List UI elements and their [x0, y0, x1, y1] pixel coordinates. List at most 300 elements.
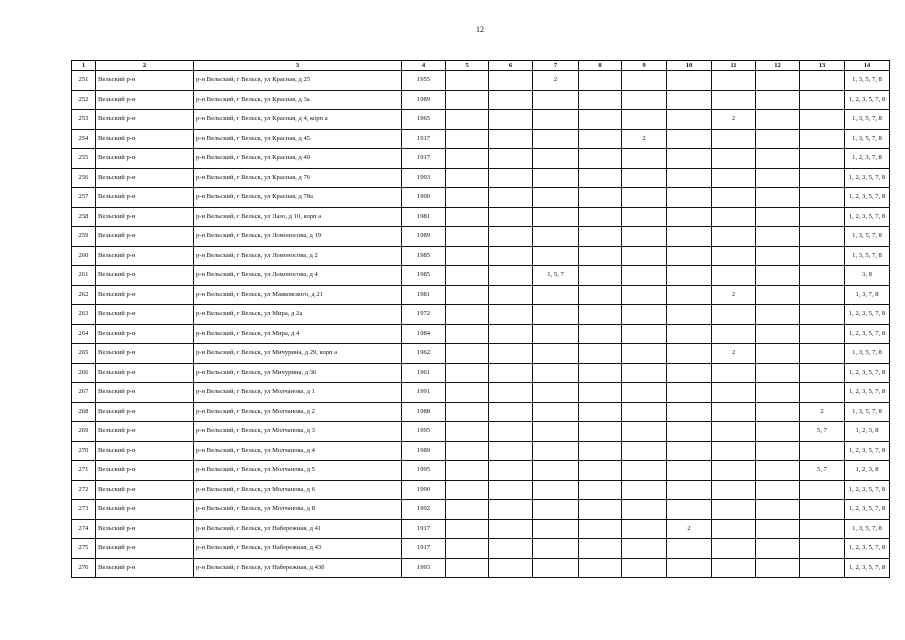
col11-cell	[712, 422, 756, 442]
col14-cell: 1, 3, 5, 7, 8	[845, 519, 890, 539]
address-cell: р-н Вельский, г Вельск, ул Маяковского, д 21	[194, 285, 402, 305]
col7-cell	[533, 246, 579, 266]
table-row	[72, 129, 890, 149]
col14-cell: 3, 8	[845, 266, 890, 286]
district-cell: Вельский р-н	[96, 344, 194, 364]
table-row	[72, 383, 890, 403]
col11-cell	[712, 149, 756, 169]
col7-cell	[533, 519, 579, 539]
col8-cell	[579, 324, 622, 344]
col5-cell	[446, 539, 489, 559]
district-cell: Вельский р-н	[96, 383, 194, 403]
col7-cell	[533, 168, 579, 188]
year-cell: 1962	[402, 344, 446, 364]
district-cell: Вельский р-н	[96, 110, 194, 130]
col13-cell: 2	[800, 402, 845, 422]
address-cell: р-н Вельский, г Вельск, ул Красная, д 4, корп а	[194, 110, 402, 130]
year-cell: 1993	[402, 168, 446, 188]
col12-cell	[756, 461, 800, 481]
col5-cell	[446, 149, 489, 169]
col12-cell	[756, 246, 800, 266]
table-row	[72, 168, 890, 188]
col6-cell	[489, 363, 533, 383]
row-number-cell: 273	[72, 500, 96, 520]
col7-cell	[533, 129, 579, 149]
col11-cell	[712, 383, 756, 403]
year-cell: 1989	[402, 90, 446, 110]
column-header-10: 10	[667, 61, 712, 71]
col8-cell	[579, 519, 622, 539]
col12-cell	[756, 285, 800, 305]
col8-cell	[579, 383, 622, 403]
col9-cell: 2	[622, 129, 667, 149]
district-cell: Вельский р-н	[96, 519, 194, 539]
col9-cell	[622, 461, 667, 481]
district-cell: Вельский р-н	[96, 422, 194, 442]
row-number-cell: 253	[72, 110, 96, 130]
col6-cell	[489, 149, 533, 169]
col6-cell	[489, 110, 533, 130]
col5-cell	[446, 324, 489, 344]
year-cell: 1917	[402, 129, 446, 149]
col6-cell	[489, 285, 533, 305]
col10-cell	[667, 383, 712, 403]
col12-cell	[756, 149, 800, 169]
col11-cell	[712, 500, 756, 520]
col14-cell: 1, 3, 5, 7, 8	[845, 402, 890, 422]
column-header-11: 11	[712, 61, 756, 71]
table-row	[72, 500, 890, 520]
row-number-cell: 259	[72, 227, 96, 247]
col13-cell	[800, 71, 845, 91]
col9-cell	[622, 227, 667, 247]
col11-cell: 2	[712, 285, 756, 305]
column-header-2: 2	[96, 61, 194, 71]
col7-cell	[533, 422, 579, 442]
col11-cell	[712, 539, 756, 559]
col11-cell: 2	[712, 344, 756, 364]
row-number-cell: 268	[72, 402, 96, 422]
col13-cell	[800, 168, 845, 188]
col10-cell	[667, 305, 712, 325]
year-cell: 1988	[402, 402, 446, 422]
col8-cell	[579, 558, 622, 578]
col9-cell	[622, 266, 667, 286]
col12-cell	[756, 500, 800, 520]
col10-cell	[667, 441, 712, 461]
col9-cell	[622, 246, 667, 266]
col14-cell: 1, 2, 3, 5, 7, 8	[845, 168, 890, 188]
col14-cell: 1, 2, 3, 8	[845, 422, 890, 442]
table-header	[72, 61, 890, 71]
address-cell: р-н Вельский, г Вельск, ул Мичурина, д 29, корп а	[194, 344, 402, 364]
col13-cell	[800, 129, 845, 149]
table-row	[72, 441, 890, 461]
col10-cell	[667, 110, 712, 130]
row-number-cell: 257	[72, 188, 96, 208]
year-cell: 1917	[402, 149, 446, 169]
row-number-cell: 261	[72, 266, 96, 286]
col9-cell	[622, 168, 667, 188]
col6-cell	[489, 324, 533, 344]
table-row	[72, 344, 890, 364]
col12-cell	[756, 90, 800, 110]
col11-cell	[712, 188, 756, 208]
year-cell: 1995	[402, 422, 446, 442]
col11-cell: 2	[712, 110, 756, 130]
row-number-cell: 263	[72, 305, 96, 325]
address-cell: р-н Вельский, г Вельск, ул Красная, д 25	[194, 71, 402, 91]
col8-cell	[579, 188, 622, 208]
col14-cell: 1, 3, 5, 7, 8	[845, 246, 890, 266]
table-row	[72, 149, 890, 169]
col13-cell	[800, 305, 845, 325]
col5-cell	[446, 285, 489, 305]
col8-cell	[579, 285, 622, 305]
col5-cell	[446, 188, 489, 208]
row-number-cell: 262	[72, 285, 96, 305]
address-cell: р-н Вельский, г Вельск, ул Молчанова, д 8	[194, 500, 402, 520]
col13-cell	[800, 344, 845, 364]
table-row	[72, 461, 890, 481]
year-cell: 1990	[402, 480, 446, 500]
col7-cell	[533, 188, 579, 208]
col5-cell	[446, 441, 489, 461]
col11-cell	[712, 90, 756, 110]
col6-cell	[489, 461, 533, 481]
column-header-14: 14	[845, 61, 890, 71]
address-cell: р-н Вельский, г Вельск, ул Красная, д 78а	[194, 188, 402, 208]
col6-cell	[489, 305, 533, 325]
row-number-cell: 272	[72, 480, 96, 500]
col5-cell	[446, 480, 489, 500]
col5-cell	[446, 402, 489, 422]
col5-cell	[446, 227, 489, 247]
col9-cell	[622, 344, 667, 364]
col12-cell	[756, 344, 800, 364]
col11-cell	[712, 305, 756, 325]
table-row	[72, 480, 890, 500]
year-cell: 1984	[402, 324, 446, 344]
col7-cell	[533, 402, 579, 422]
year-cell: 1992	[402, 500, 446, 520]
col10-cell	[667, 402, 712, 422]
col10-cell	[667, 129, 712, 149]
column-header-8: 8	[579, 61, 622, 71]
col10-cell	[667, 422, 712, 442]
col13-cell	[800, 363, 845, 383]
col6-cell	[489, 90, 533, 110]
address-cell: р-н Вельский, г Вельск, ул Красная, д 49	[194, 149, 402, 169]
col10-cell	[667, 324, 712, 344]
address-cell: р-н Вельский, г Вельск, ул Лазо, д 10, корп а	[194, 207, 402, 227]
district-cell: Вельский р-н	[96, 285, 194, 305]
col11-cell	[712, 363, 756, 383]
table-row	[72, 519, 890, 539]
district-cell: Вельский р-н	[96, 266, 194, 286]
col8-cell	[579, 539, 622, 559]
district-cell: Вельский р-н	[96, 480, 194, 500]
col11-cell	[712, 207, 756, 227]
col5-cell	[446, 344, 489, 364]
address-cell: р-н Вельский, г Вельск, ул Набережная, д 43б	[194, 558, 402, 578]
year-cell: 1985	[402, 266, 446, 286]
col10-cell	[667, 539, 712, 559]
district-cell: Вельский р-н	[96, 90, 194, 110]
row-number-cell: 255	[72, 149, 96, 169]
col8-cell	[579, 129, 622, 149]
col5-cell	[446, 129, 489, 149]
col14-cell: 1, 2, 3, 8	[845, 461, 890, 481]
col10-cell	[667, 344, 712, 364]
col12-cell	[756, 305, 800, 325]
col9-cell	[622, 402, 667, 422]
col6-cell	[489, 539, 533, 559]
col13-cell	[800, 149, 845, 169]
col7-cell	[533, 383, 579, 403]
address-cell: р-н Вельский, г Вельск, ул Набережная, д 41	[194, 519, 402, 539]
table-row	[72, 402, 890, 422]
col6-cell	[489, 344, 533, 364]
row-number-cell: 252	[72, 90, 96, 110]
col7-cell	[533, 363, 579, 383]
col10-cell	[667, 168, 712, 188]
district-cell: Вельский р-н	[96, 500, 194, 520]
col14-cell: 1, 2, 3, 5, 7, 8	[845, 305, 890, 325]
col14-cell: 1, 2, 3, 5, 7, 8	[845, 207, 890, 227]
row-number-cell: 260	[72, 246, 96, 266]
col13-cell	[800, 539, 845, 559]
row-number-cell: 254	[72, 129, 96, 149]
col10-cell	[667, 149, 712, 169]
row-number-cell: 258	[72, 207, 96, 227]
column-header-1: 1	[72, 61, 96, 71]
row-number-cell: 251	[72, 71, 96, 91]
col13-cell	[800, 324, 845, 344]
col9-cell	[622, 383, 667, 403]
year-cell: 1991	[402, 383, 446, 403]
col14-cell: 1, 2, 3, 5, 7, 8	[845, 90, 890, 110]
address-cell: р-н Вельский, г Вельск, ул Ломоносова, д 4	[194, 266, 402, 286]
table-row	[72, 305, 890, 325]
page-number: 12	[476, 25, 484, 34]
table-body	[72, 71, 890, 578]
col14-cell: 1, 3, 5, 7, 8	[845, 110, 890, 130]
col14-cell: 1, 2, 3, 5, 7, 8	[845, 383, 890, 403]
row-number-cell: 274	[72, 519, 96, 539]
col12-cell	[756, 539, 800, 559]
col13-cell: 5, 7	[800, 461, 845, 481]
col8-cell	[579, 422, 622, 442]
header-row	[72, 61, 890, 71]
column-header-13: 13	[800, 61, 845, 71]
col8-cell	[579, 480, 622, 500]
col9-cell	[622, 71, 667, 91]
column-header-5: 5	[446, 61, 489, 71]
col6-cell	[489, 500, 533, 520]
col5-cell	[446, 363, 489, 383]
col9-cell	[622, 558, 667, 578]
col11-cell	[712, 402, 756, 422]
col10-cell	[667, 246, 712, 266]
col7-cell	[533, 324, 579, 344]
col9-cell	[622, 363, 667, 383]
col9-cell	[622, 324, 667, 344]
col7-cell	[533, 285, 579, 305]
col14-cell: 1, 3, 5, 7, 8	[845, 129, 890, 149]
col12-cell	[756, 207, 800, 227]
col6-cell	[489, 71, 533, 91]
col6-cell	[489, 558, 533, 578]
col7-cell	[533, 90, 579, 110]
col8-cell	[579, 227, 622, 247]
year-cell: 1993	[402, 558, 446, 578]
col9-cell	[622, 285, 667, 305]
col10-cell	[667, 266, 712, 286]
year-cell: 1995	[402, 461, 446, 481]
col6-cell	[489, 266, 533, 286]
district-cell: Вельский р-н	[96, 461, 194, 481]
col14-cell: 1, 3, 5, 7, 8	[845, 344, 890, 364]
address-cell: р-н Вельский, г Вельск, ул Красная, д 3а	[194, 90, 402, 110]
col12-cell	[756, 480, 800, 500]
col8-cell	[579, 90, 622, 110]
district-cell: Вельский р-н	[96, 246, 194, 266]
col9-cell	[622, 539, 667, 559]
col5-cell	[446, 168, 489, 188]
year-cell: 1985	[402, 246, 446, 266]
district-cell: Вельский р-н	[96, 188, 194, 208]
col13-cell	[800, 558, 845, 578]
address-cell: р-н Вельский, г Вельск, ул Мичурина, д 36	[194, 363, 402, 383]
col7-cell: 1, 5, 7	[533, 266, 579, 286]
col8-cell	[579, 500, 622, 520]
row-number-cell: 269	[72, 422, 96, 442]
table-row	[72, 558, 890, 578]
district-cell: Вельский р-н	[96, 305, 194, 325]
col13-cell	[800, 227, 845, 247]
district-cell: Вельский р-н	[96, 558, 194, 578]
table-row	[72, 188, 890, 208]
table-row	[72, 363, 890, 383]
col6-cell	[489, 188, 533, 208]
row-number-cell: 266	[72, 363, 96, 383]
col7-cell	[533, 149, 579, 169]
col5-cell	[446, 500, 489, 520]
table-row	[72, 539, 890, 559]
col10-cell	[667, 558, 712, 578]
column-header-3: 3	[194, 61, 402, 71]
year-cell: 1989	[402, 441, 446, 461]
col6-cell	[489, 383, 533, 403]
col6-cell	[489, 129, 533, 149]
col10-cell	[667, 500, 712, 520]
table-row	[72, 90, 890, 110]
col9-cell	[622, 149, 667, 169]
col11-cell	[712, 168, 756, 188]
district-cell: Вельский р-н	[96, 149, 194, 169]
address-cell: р-н Вельский, г Вельск, ул Ломоносова, д 19	[194, 227, 402, 247]
col11-cell	[712, 71, 756, 91]
col14-cell: 1, 2, 3, 7, 8	[845, 149, 890, 169]
table-row	[72, 207, 890, 227]
col5-cell	[446, 422, 489, 442]
col5-cell	[446, 558, 489, 578]
address-cell: р-н Вельский, г Вельск, ул Молчанова, д 6	[194, 480, 402, 500]
col7-cell	[533, 558, 579, 578]
col11-cell	[712, 480, 756, 500]
col10-cell: 2	[667, 519, 712, 539]
col12-cell	[756, 188, 800, 208]
col5-cell	[446, 71, 489, 91]
district-cell: Вельский р-н	[96, 363, 194, 383]
col10-cell	[667, 227, 712, 247]
district-cell: Вельский р-н	[96, 441, 194, 461]
col9-cell	[622, 110, 667, 130]
table-row	[72, 324, 890, 344]
col13-cell	[800, 266, 845, 286]
col9-cell	[622, 188, 667, 208]
col13-cell	[800, 480, 845, 500]
col13-cell	[800, 188, 845, 208]
col6-cell	[489, 480, 533, 500]
col5-cell	[446, 266, 489, 286]
address-cell: р-н Вельский, г Вельск, ул Ломоносова, д 2	[194, 246, 402, 266]
district-cell: Вельский р-н	[96, 168, 194, 188]
district-cell: Вельский р-н	[96, 207, 194, 227]
col5-cell	[446, 90, 489, 110]
col12-cell	[756, 363, 800, 383]
col6-cell	[489, 207, 533, 227]
col11-cell	[712, 129, 756, 149]
year-cell: 1981	[402, 207, 446, 227]
col12-cell	[756, 324, 800, 344]
col10-cell	[667, 207, 712, 227]
col12-cell	[756, 266, 800, 286]
year-cell: 1989	[402, 227, 446, 247]
row-number-cell: 270	[72, 441, 96, 461]
col8-cell	[579, 441, 622, 461]
col11-cell	[712, 246, 756, 266]
col12-cell	[756, 441, 800, 461]
col13-cell	[800, 110, 845, 130]
col7-cell	[533, 441, 579, 461]
col13-cell	[800, 246, 845, 266]
district-cell: Вельский р-н	[96, 539, 194, 559]
address-cell: р-н Вельский, г Вельск, ул Молчанова, д 5	[194, 461, 402, 481]
table-row	[72, 227, 890, 247]
row-number-cell: 275	[72, 539, 96, 559]
col14-cell: 1, 3, 5, 7, 8	[845, 71, 890, 91]
col10-cell	[667, 71, 712, 91]
col5-cell	[446, 519, 489, 539]
year-cell: 1955	[402, 71, 446, 91]
table-row	[72, 266, 890, 286]
col14-cell: 1, 2, 3, 5, 7, 8	[845, 539, 890, 559]
col6-cell	[489, 227, 533, 247]
col13-cell	[800, 519, 845, 539]
col14-cell: 1, 2, 3, 5, 7, 8	[845, 441, 890, 461]
col6-cell	[489, 441, 533, 461]
address-cell: р-н Вельский, г Вельск, ул Мира, д 2а	[194, 305, 402, 325]
col5-cell	[446, 246, 489, 266]
col12-cell	[756, 558, 800, 578]
col9-cell	[622, 305, 667, 325]
year-cell: 1972	[402, 305, 446, 325]
col7-cell	[533, 461, 579, 481]
col7-cell	[533, 207, 579, 227]
col14-cell: 1, 3, 7, 8	[845, 285, 890, 305]
